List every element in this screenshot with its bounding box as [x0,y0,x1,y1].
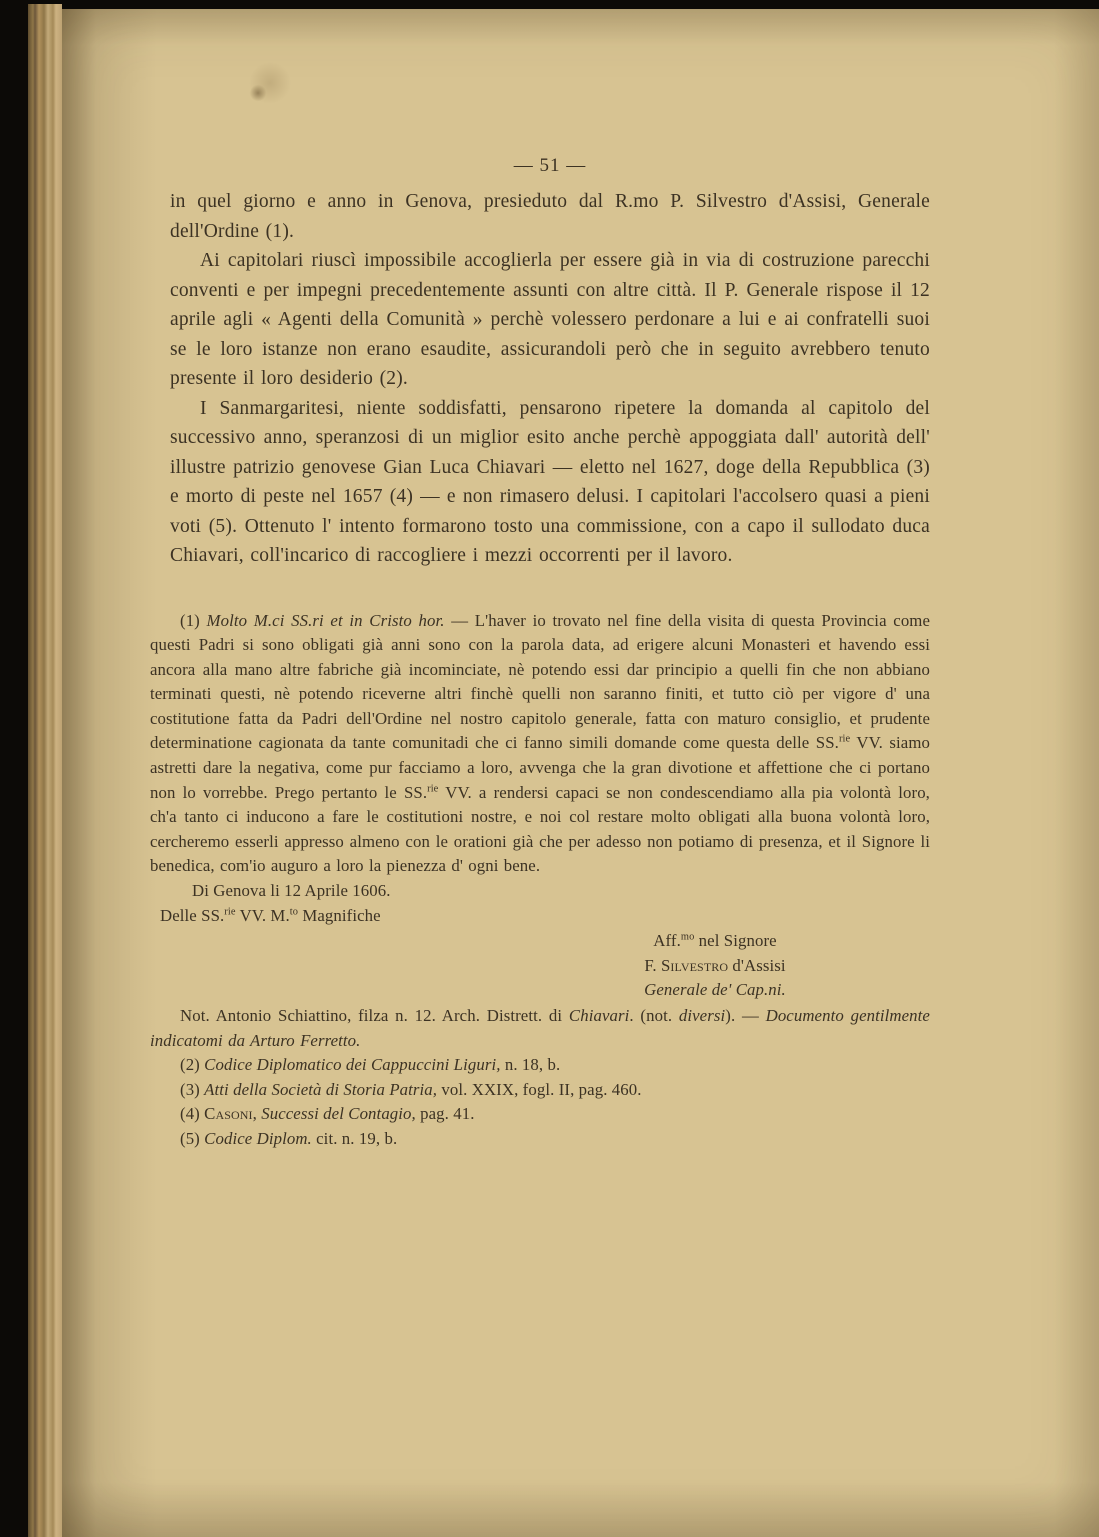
paragraph-2: Ai capitolari riuscì impossibile accoglierla per essere già in via di costruzione parecchi conventi e per impegni precedentemente assunti con altre città. Il P. Generale rispose il 12 aprile agli « Agenti della Comunità » perchè volessero perdonare a lui e ai confratelli suoi se le loro istanze non erano esaudite, assicurandoli però che in seguito avrebbero tenuto presente il loro desiderio (2). [170,250,930,389]
footnote-1: (1) Molto M.ci SS.ri et in Cristo hor. — L'haver io trovato nel fine della visita di questa Provincia come questi Padri si sono obligati già anni sono con la parola data, ad erigere alcuni Monasteri et havendo essi ancora alla mano altre fabriche già incominciate, nè potendo essi dar principio a quelli fin che non abbiano terminati questi, nè potendo riceverne altri finchè quelli non saranno finiti, et tutto ciò per vigore d' una costitutione fatta da Padri dell'Ordine nel nostro capitolo generale, fatta con maturo consiglio, et prudente determinatione cagionata da tante comunitadi che ci fanno simili domande come questa delle SS.$^{rie}$ VV. siamo astretti dare la negativa, come pur facciamo a loro, avvenga che la gran divotione et affettione che ci portano non lo vorrebbe. Prego pertanto le SS.$^{rie}$ VV. a rendersi capaci se non condescendiamo alla pia volontà loro, ch'a tanto ci inducono a fare le costitutioni nostre, e noi col restare molto obligati alla buona volontà loro, cercheremo esserli appresso almeno con le orationi già che per adesso non potiamo di presenza, et il Signore li benedica, com'io auguro a loro la pienezza d' ogni bene. [150,610,931,876]
notarial-note: Not. Antonio Schiattino, filza n. 12. Arch. Distrett. di Chiavari. (not. diversi). — Documento gentilmente indicatomi da Arturo Ferretto. [150,1006,930,1050]
signature-block [550,929,880,1003]
paragraph-3: I Sanmargaritesi, niente soddisfatti, pensarono ripetere la domanda al capitolo del successivo anno, speranzosi di un miglior esito anche perchè appoggiata dall' autorità dell' illustre patrizio genovese Gian Luca Chiavari — eletto nel 1627, doge della Repubblica (3) e morto di peste nel 1657 (4) — e non rimasero delusi. I capitolari l'accolsero quasi a pieni voti (5). Ottenuto l' intento formarono tosto una commissione, con a capo il sullodato duca Chiavari, coll'incarico di raccogliere i mezzi occorrenti per il lavoro. [170,397,930,566]
footnote-3: (3) Atti della Società di Storia Patria, vol. XXIX, fogl. II, pag. 460. [180,1079,642,1099]
paragraph-1: in quel giorno e anno in Genova, presieduto dal R.mo P. Silvestro d'Assisi, Generale dell'Ordine (1). [170,191,930,242]
salutation-line: Delle SS.$^{rie}$ VV. M.$^{to}$ Magnifiche [160,905,381,925]
footnotes-section [150,609,930,1152]
signature-name: F. Silvestro d'Assisi [644,955,786,975]
page-number: — 51 — [513,155,587,176]
footnote-5: (5) Codice Diplom. cit. n. 19, b. [180,1128,398,1148]
footnote-2: (2) Codice Diplomatico dei Cappuccini Liguri, n. 18, b. [180,1055,561,1075]
book-page-edges [22,4,62,1537]
book-page [62,9,1099,1537]
text-column [150,9,931,1152]
main-text [170,187,930,571]
signature-closing: Aff.$^{mo}$ nel Signore [653,931,777,951]
reference-notes [150,1004,930,1152]
signature-title: Generale de' Cap.ni. [644,980,786,1000]
footnote-4: (4) Casoni, Successi del Contagio, pag. 41. [180,1104,475,1124]
date-line: Di Genova li 12 Aprile 1606. [192,881,391,901]
